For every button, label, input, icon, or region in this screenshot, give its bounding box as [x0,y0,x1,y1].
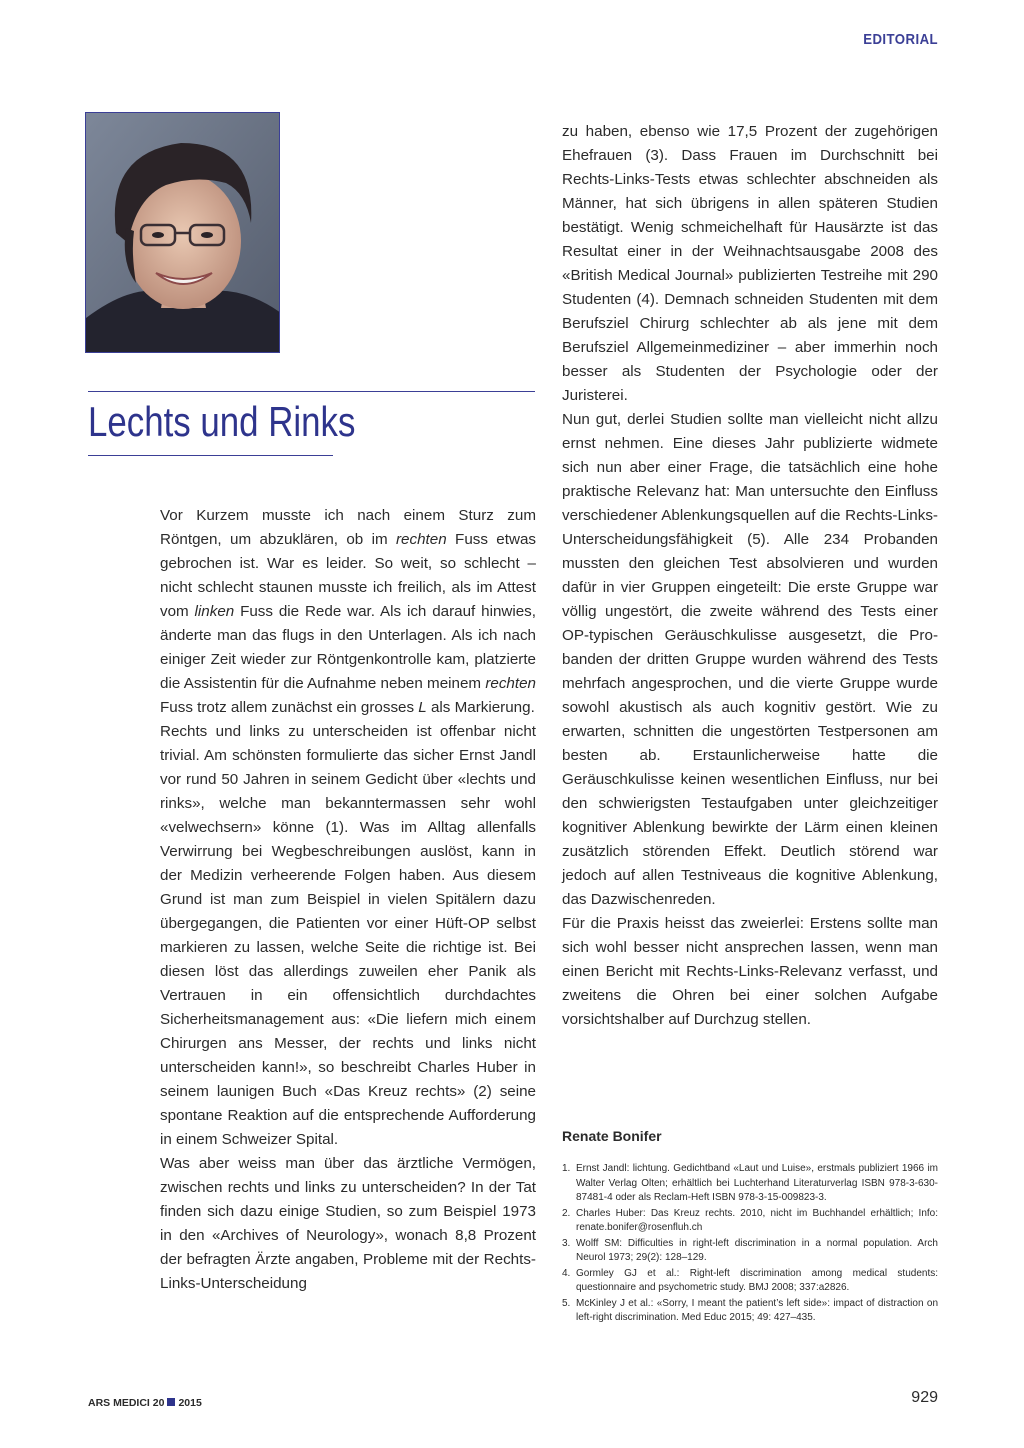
footer-journal [88,1397,202,1409]
right-column [562,120,938,1032]
journal-year: 2015 [178,1397,202,1409]
text-run: Fuss trotz allem zunächst ein grosses [160,699,419,716]
paragraph [160,504,536,720]
reference-number: 1. [562,1163,571,1174]
paragraph [562,912,938,1032]
page-number: 929 [911,1389,938,1406]
text-run: Was aber weiss man über das ärztliche Vermögen, zwischen rechts und links zu unterscheiden? In der Tat finden sich dazu einige Studien, so zum Beispiel 1973 in den «Archives of Neurology», wonach 8,8 Prozent der befragten Ärzte angaben, Probleme mit der Rechts-Links-Unterscheidung [160,1155,536,1292]
reference-item [562,1237,938,1266]
left-column [160,504,536,1296]
title-rule-top [88,391,535,392]
reference-number: 5. [562,1297,571,1309]
reference-text: Ernst Jandl: lichtung. Gedichtband «Laut und Luise», erstmals publiziert 1966 im Walter Verlag Olten; erhältlich bei Luchterhand Literaturverlag ISBN 978-3-630-87481-4 oder als Reclam-Heft ISBN 978-3-15-009823-3. [576,1163,938,1203]
portrait-image [86,113,280,353]
references-list [562,1162,938,1327]
author-portrait [85,112,280,353]
paragraph [160,720,536,1152]
emphasis-text: linken [194,603,235,620]
paragraph [160,1152,536,1296]
reference-number: 4. [562,1267,571,1279]
title-rule-bottom [88,455,333,456]
reference-item [562,1297,938,1326]
text-run: Vor Kurzem musste ich nach einem Sturz zum Röntgen, um abzuklären, ob im [160,507,536,548]
reference-item [562,1267,938,1296]
text-run: Fuss etwas gebrochen ist. War es leider. So weit, so schlecht – nicht schlecht staunen musste ich freilich, als im Attest vom [160,531,536,620]
reference-text: Charles Huber: Das Kreuz rechts. 2010, nicht im Buchhandel erhältlich; Info: renate.bonifer@rosenfluh.ch [576,1207,938,1233]
emphasis-text: rechten [485,675,536,692]
author-name: Renate Bonifer [562,1128,662,1144]
reference-item [562,1207,938,1236]
emphasis-text: L [418,699,427,716]
emphasis-text: rechten [396,531,447,548]
reference-item [562,1162,938,1206]
reference-text: Wolff SM: Difficulties in right-left discrimination in a normal population. Arch Neurol 1973; 29(2): 128–129. [576,1237,938,1263]
square-icon [167,1398,175,1406]
section-label: EDITORIAL [863,31,938,48]
reference-text: Gormley GJ et al.: Right-left discrimination among medical students: questionnaire and psychometric study. BMJ 2008; 337:a2826. [576,1267,938,1293]
text-run: zu haben, ebenso wie 17,5 Prozent der zugehörigen Ehefrauen (3). Dass Frauen im Durchschnitt bei Rechts-Links-Tests etwas schlechter abschneiden als Männer, hat sich übrigens in allen späteren Studien bestätigt. Wenig schmeichelhaft für Hausärzte ist das Resultat einer in der Weihnachtsausgabe 2008 des «British Medical Journal» publizierten Testreihe mit 290 Studenten (4). Demnach schneiden Studenten mit dem Berufsziel Chirurg schlechter ab als jene mit dem Berufsziel Allgemeinmediziner – aber immerhin noch besser als Studenten der Psychologie oder der Juristerei. [562,123,938,404]
reference-number: 2. [562,1207,571,1219]
text-run: Fuss die Rede war. Als ich darauf hinwies, änderte man das flugs in den Unterlagen. Als ich nach einiger Zeit wieder zur Röntgenkontrolle kam, platzierte die Assistentin für die Aufnahme neben meinem [160,603,536,692]
paragraph [562,408,938,912]
journal-name: ARS MEDICI 20 [88,1397,165,1409]
text-run: als Markierung. [426,699,535,716]
text-run: Nun gut, derlei Studien sollte man vielleicht nicht allzu ernst nehmen. Eine dieses Jahr publizierte widmete sich nun aber einer Frage, die tatsächlich eine hohe praktische Relevanz hat: Man untersuchte den Einfluss verschiedener Ablenkungsquellen auf die Rechts-Links-Unterscheidungsfähigkeit (5). Alle 234 Probanden mussten den gleichen Test absolvieren und wurden dafür in vier Gruppen eingeteilt: Die erste Gruppe war völlig ungestört, die zweite während des Tests einer OP-typischen Geräuschkulisse ausgesetzt, die Probanden der dritten Gruppe wurden während des Tests mehrfach angesprochen, und die vierte Gruppe wurde sowohl akustisch als auch kognitiv gestört. Wie zu erwarten, schnitten die ungestörten Testpersonen am besten ab. Erstaunlicherweise hatte die Geräuschkulisse keinen wesentlichen Einfluss, nur bei den schwierigsten Testaufgaben unter gleichzeitiger kognitiver Ablenkung bewirkte der Lärm einen kleinen zusätzlich störenden Effekt. Deutlich störend war jedoch auf allen Testniveaus die kognitive Ablenkung, das Dazwischenreden. [562,411,938,908]
article-title: Lechts und Rinks [88,398,356,445]
text-run: Rechts und links zu unterscheiden ist offenbar nicht trivial. Am schönsten formulierte das sicher Ernst Jandl vor rund 50 Jahren in seinem Gedicht über «lechts und rinks», welche man bekanntermassen sehr wohl «velwechsern» könne (1). Was im Alltag allenfalls Verwirrung bei Wegbeschreibungen auslöst, kann in der Medizin verheerende Folgen haben. Aus diesem Grund ist man zum Beispiel in vielen Spitälern dazu übergegangen, die Patienten vor einer Hüft-OP selbst markieren zu lassen, welche Seite die richtige ist. Bei diesen löst das allerdings zuweilen eher Panik als Vertrauen in ein offensichtlich durchdachtes Sicherheitsmanagement aus: «Die liefern mich einem Chirurgen ans Messer, der rechts und links nicht unterscheiden kann!», so beschreibt Charles Huber in seinem launigen Buch «Das Kreuz rechts» (2) seine spontane Reaktion auf die entsprechende Aufforderung in einem Schweizer Spital. [160,723,536,1148]
reference-number: 3. [562,1237,571,1249]
reference-text: McKinley J et al.: «Sorry, I meant the patient’s left side»: impact of distraction on left-right discrimination. Med Educ 2015; 49: 427–435. [576,1297,938,1323]
text-run: Für die Praxis heisst das zweierlei: Erstens sollte man sich wohl besser nicht ansprechen lassen, wenn man einen Bericht mit Rechts-Links-Relevanz verfasst, und zweitens die Ohren bei einer solchen Aufgabe vorsichtshalber auf Durchzug stellen. [562,915,938,1028]
paragraph [562,120,938,408]
